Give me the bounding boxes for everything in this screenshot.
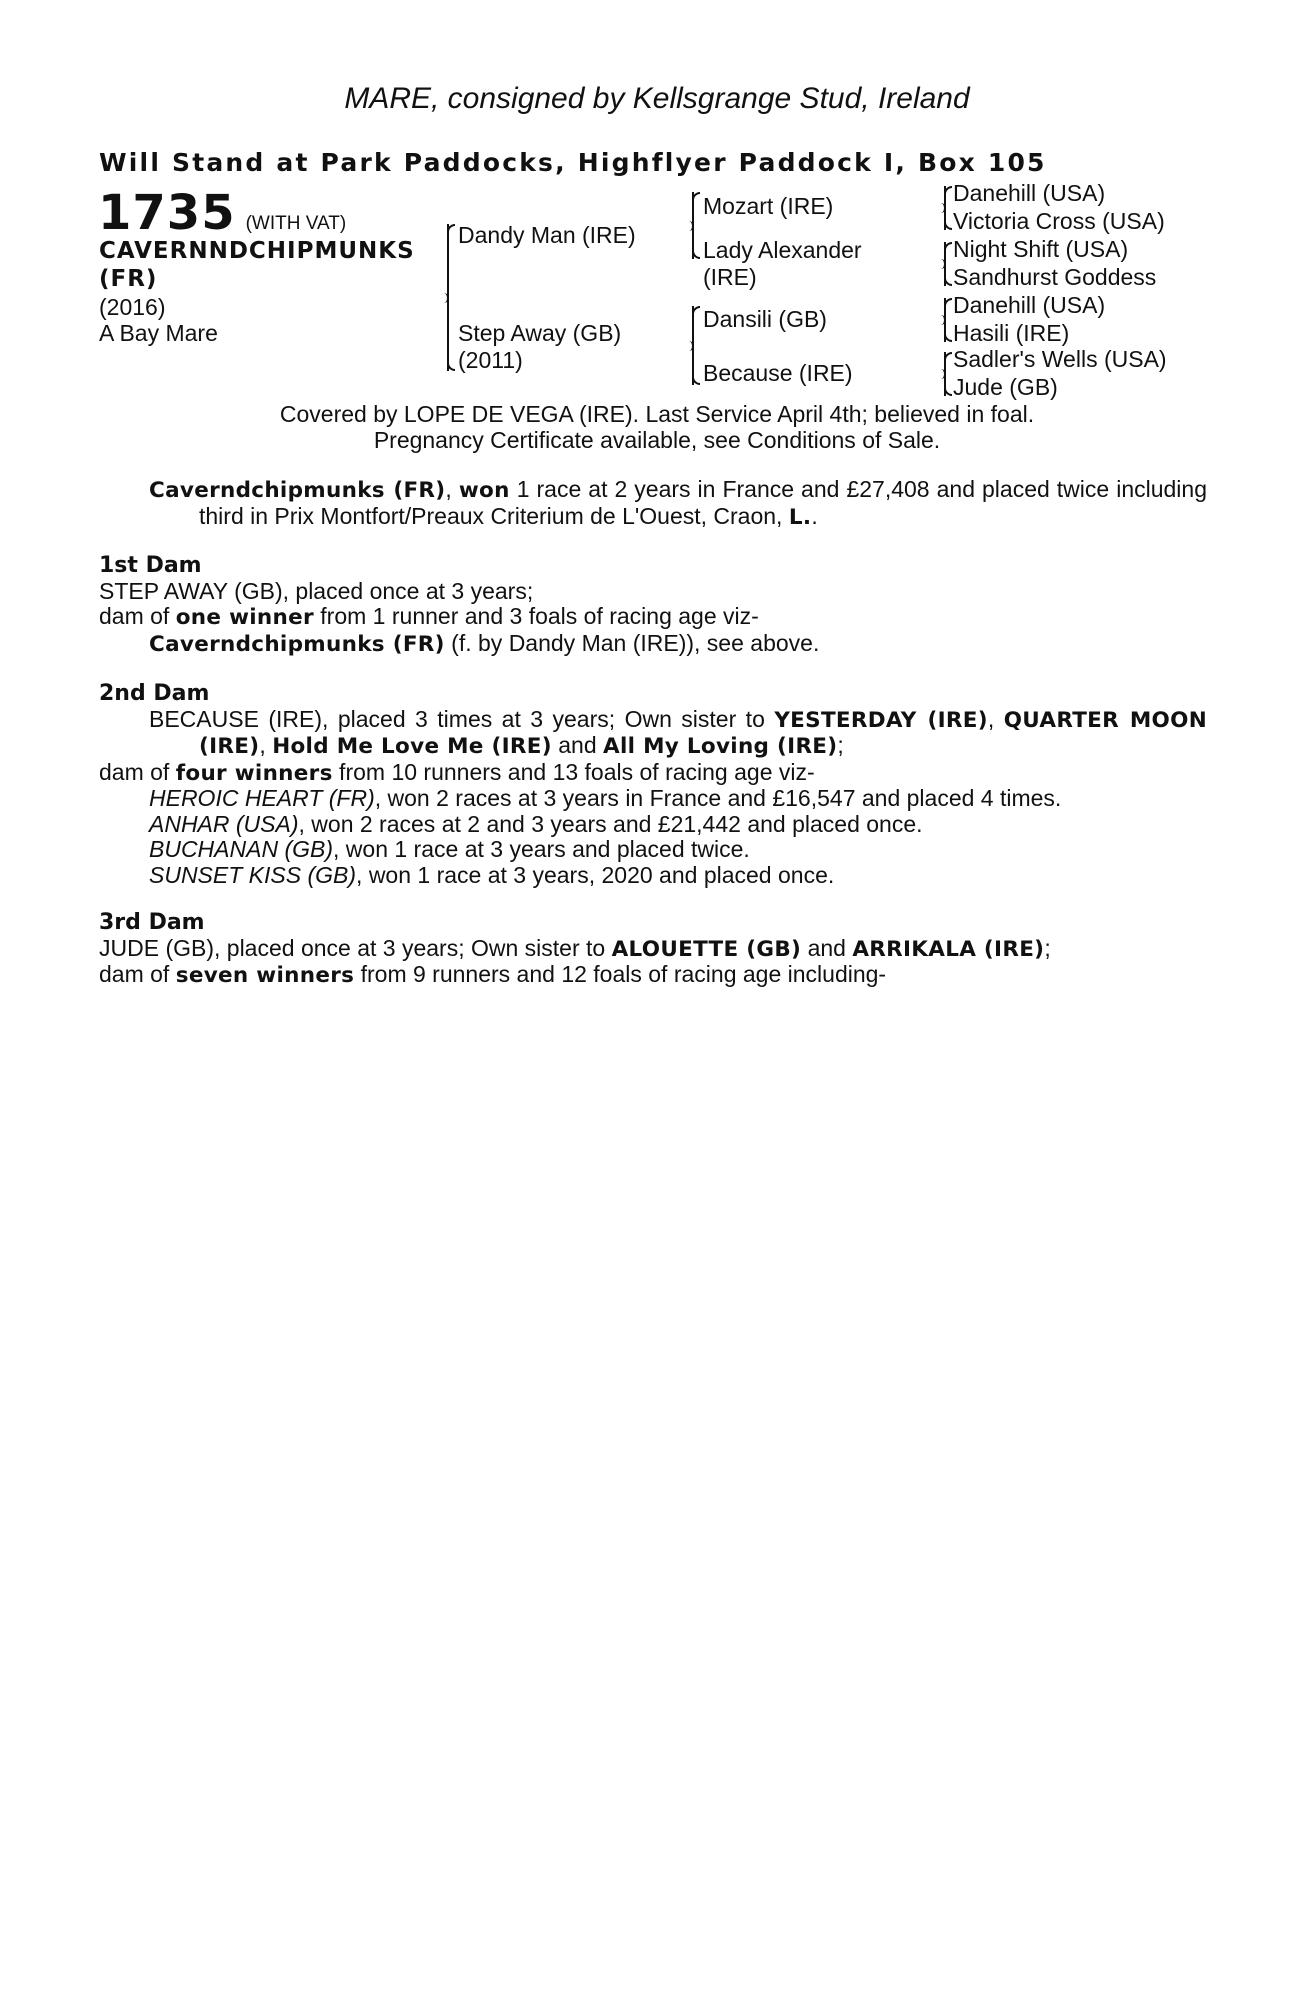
pedigree-sire-sire: Mozart (IRE) (703, 193, 834, 219)
pedigree-brace (944, 298, 946, 342)
winners-count: four winners (175, 760, 333, 786)
horse-name (99, 237, 449, 293)
pedigree-dam-line2: (2011) (458, 347, 523, 373)
stand-location: Will Stand at Park Paddocks, Highflyer Paddock I, Box 105 (99, 148, 1047, 177)
won-label: won (458, 478, 510, 503)
horse-description: A Bay Mare (99, 320, 218, 346)
pedigree-sire-dam-line2: (IRE) (703, 264, 757, 290)
lot-number-block (98, 185, 346, 241)
pedigree-dam-line1: Step Away (GB) (458, 320, 622, 346)
second-dam-heading: 2nd Dam (99, 681, 210, 706)
third-dam-section: 3rd Dam JUDE (GB), placed once at 3 years; Own sister to ALOUETTE (GB) and ARRIKALA (IRE); dam of seven winners from 9 runners and 12 foals of racing age including- (99, 910, 1207, 989)
horse-meta (99, 294, 218, 346)
page-title: MARE, consigned by Kellsgrange Stud, Ireland (344, 82, 970, 115)
pedigree-dds: Sadler's Wells (USA) (953, 346, 1167, 372)
winners-count: one winner (175, 605, 314, 630)
horse-record: Caverndchipmunks (FR), won 1 race at 2 years in France and £27,408 and placed twice including third in Prix Montfort/Preaux Criterium de L'Ouest, Craon, L.. (149, 476, 1207, 530)
first-dam-heading: 1st Dam (99, 553, 202, 578)
horse-name-ref: Caverndchipmunks (FR) (149, 478, 446, 503)
third-dam-heading: 3rd Dam (99, 910, 205, 935)
record-text: 1 race at 2 years in France and £27,408 and placed twice including third in Prix Montfort/Preaux Criterium de L'Ouest, Craon, (199, 476, 1207, 529)
covering-line1: Covered by LOPE DE VEGA (IRE). Last Service April 4th; believed in foal. (279, 401, 1035, 427)
pedigree-brace (447, 224, 449, 371)
pedigree-brace (944, 352, 946, 396)
pedigree-brace (944, 242, 946, 286)
second-dam-section: 2nd Dam BECAUSE (IRE), placed 3 times at 3 years; Own sister to YESTERDAY (IRE), QUARTER MOON (IRE), Hold Me Love Me (IRE) and All My Loving (IRE); dam of four winners from 10 runners and 13 foals of racing age viz- HEROIC HEART (FR), won 2 races at 3 years in France and £16,547 and placed 4 times. ANHAR (USA), won 2 races at 2 and 3 years and £21,442 and placed once. BUCHANAN (GB), won 1 race at 3 years and placed twice. SUNSET KISS (GB), won 1 race at 3 years, 2020 and placed once. (99, 681, 1208, 888)
horse-name-line1: CAVERNNDCHIPMUNKS (99, 238, 415, 264)
progeny-name: Caverndchipmunks (FR) (149, 631, 445, 657)
pedigree-dam-sire: Dansili (GB) (703, 306, 827, 332)
pedigree-ssd: Victoria Cross (USA) (953, 208, 1165, 234)
pedigree-brace (692, 306, 694, 385)
pedigree-brace (944, 186, 946, 230)
pedigree-dss: Danehill (USA) (953, 292, 1106, 318)
pedigree-dsd: Hasili (IRE) (953, 320, 1070, 346)
pedigree-ddd: Jude (GB) (953, 374, 1058, 400)
pedigree-sdd: Sandhurst Goddess (953, 264, 1157, 290)
listed-label: L. (788, 504, 812, 530)
pedigree-sire-dam-line1: Lady Alexander (703, 237, 862, 263)
pedigree-dam-dam: Because (IRE) (703, 360, 853, 386)
covering-note (0, 401, 1314, 453)
foaling-year: (2016) (99, 294, 166, 320)
vat-note: (WITH VAT) (245, 213, 347, 234)
pedigree-sds: Night Shift (USA) (953, 236, 1129, 262)
first-dam-section: 1st Dam STEP AWAY (GB), placed once at 3 years; dam of one winner from 1 runner and 3 foals of racing age viz- Caverndchipmunks (FR) (f. by Dandy Man (IRE)), see above. (99, 553, 1207, 657)
horse-name-line2: (FR) (99, 266, 158, 292)
winners-count: seven winners (175, 963, 355, 988)
pedigree-brace (692, 192, 694, 259)
pedigree-sire: Dandy Man (IRE) (458, 222, 636, 248)
lot-number: 1735 (98, 185, 236, 241)
pedigree-sss: Danehill (USA) (953, 180, 1106, 206)
first-dam-line: STEP AWAY (GB), placed once at 3 years; (99, 577, 534, 604)
covering-line2: Pregnancy Certificate available, see Conditions of Sale. (373, 427, 941, 453)
